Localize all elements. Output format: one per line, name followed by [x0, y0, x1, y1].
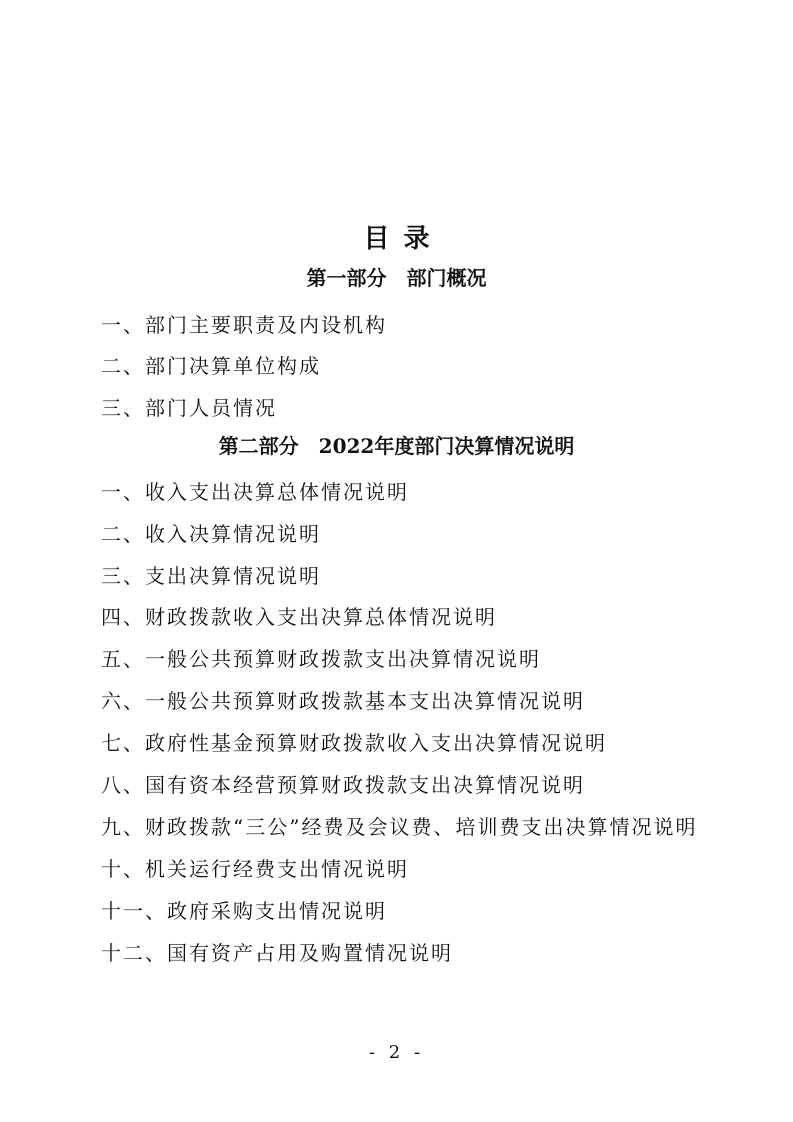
toc-item: 五、一般公共预算财政拨款支出决算情况说明 — [101, 647, 541, 671]
toc-item: 三、部门人员情况 — [101, 396, 277, 420]
toc-item: 八、国有资本经营预算财政拨款支出决算情况说明 — [101, 773, 585, 797]
toc-item: 七、政府性基金预算财政拨款收入支出决算情况说明 — [101, 731, 607, 755]
toc-item: 十一、政府采购支出情况说明 — [101, 899, 387, 923]
toc-item: 四、财政拨款收入支出决算总体情况说明 — [101, 605, 497, 629]
part-two-heading: 第二部分 2022年度部门决算情况说明 — [218, 434, 575, 458]
toc-title: 目录 — [363, 224, 444, 254]
page-number: - 2 - — [368, 1042, 425, 1063]
toc-item: 二、部门决算单位构成 — [101, 354, 321, 378]
toc-item: 三、支出决算情况说明 — [101, 564, 321, 588]
part-one-heading: 第一部分 部门概况 — [306, 266, 487, 290]
toc-item: 十、机关运行经费支出情况说明 — [101, 857, 409, 881]
toc-item: 一、部门主要职责及内设机构 — [101, 313, 387, 337]
toc-item: 十二、国有资产占用及购置情况说明 — [101, 941, 453, 965]
toc-item: 六、一般公共预算财政拨款基本支出决算情况说明 — [101, 689, 585, 713]
toc-item: 一、收入支出决算总体情况说明 — [101, 480, 409, 504]
toc-item: 二、收入决算情况说明 — [101, 522, 321, 546]
toc-item: 九、财政拨款“三公”经费及会议费、培训费支出决算情况说明 — [101, 815, 698, 839]
